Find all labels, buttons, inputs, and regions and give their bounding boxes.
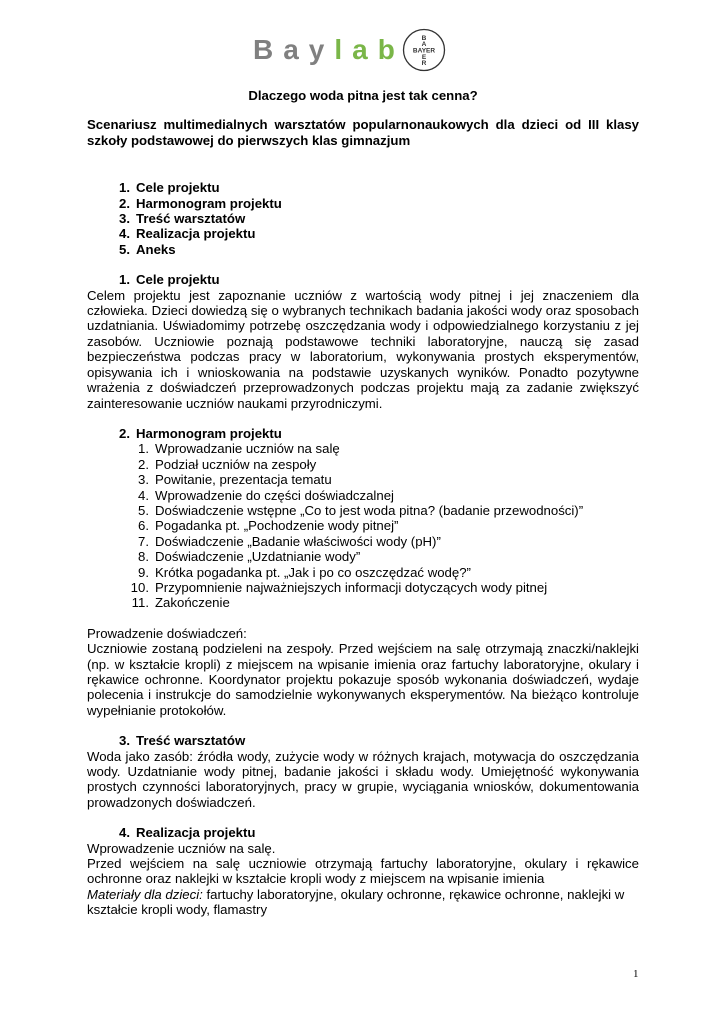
toc-item: 2. Harmonogram projektu: [119, 195, 282, 211]
section-2-heading: 2. Harmonogram projektu: [119, 425, 282, 441]
list-item: 4. Wprowadzenie do części doświadczalnej: [138, 487, 394, 503]
svg-text:B: B: [421, 35, 427, 42]
section-4-intro: Wprowadzenie uczniów na salę.: [87, 840, 276, 856]
list-item: 8. Doświadczenie „Uzdatnianie wody”: [138, 549, 361, 565]
document-title: Dlaczego woda pitna jest tak cenna?: [248, 88, 478, 103]
baylab-logo-text: [253, 32, 405, 68]
section-3-body: Woda jako zasób: źródła wody, zużycie wody w różnych krajach, motywacja do oszczędzania wody. Uzdatnianie wody pitnej, badanie jakości i składu wody. Umiejętność wykonywania prostych czynności laboratoryjnych, pracy w grupie, wyciągania wniosków, dokumentowania prowadzonych doświadczeń.: [87, 748, 639, 810]
section-1-body: Celem projektu jest zapoznanie uczniów z wartością wody pitnej i jej znaczeniem dla człowieka. Dzieci dowiedzą się o wybranych technikach badania jakości wody oraz sposobach uzdatniania. Uświadomimy potrzebę oszczędzania wody i odpowiedzialnego korzystaniu z jej zasobów. Uczniowie poznają podstawowe techniki laboratoryjne, nauczą się zasad bezpieczeństwa podczas pracy w laboratorium, wykonywania prostych eksperymentów, opisywania ich i wnioskowania na podstawie uzyskanych wyników. Ponadto pozytywne wrażenia z doświadczeń przeprowadzonych podczas projektu mają za zadanie zwiększyć zainteresowanie uczniów naukami przyrodniczymi.: [87, 287, 639, 411]
svg-text:A: A: [421, 41, 427, 48]
section-1-heading: 1. Cele projektu: [119, 272, 220, 288]
svg-text:R: R: [421, 60, 427, 67]
logo-prefix: Bay: [253, 34, 335, 65]
toc-item: 3. Treść warsztatów: [119, 211, 246, 227]
logo-suffix: lab: [334, 34, 405, 65]
list-item: 5. Doświadczenie wstępne „Co to jest woda pitna? (badanie przewodności)”: [138, 502, 584, 518]
schedule-list: [87, 441, 639, 610]
section-3-heading: 3. Treść warsztatów: [119, 733, 246, 749]
list-item: 11. Zakończenie: [131, 595, 230, 611]
section-4-heading: 4. Realizacja projektu: [119, 825, 256, 841]
materials-label: Materiały dla dzieci:: [87, 886, 203, 902]
list-item: 6. Pogadanka pt. „Pochodzenie wody pitnej”: [138, 518, 399, 534]
toc-item: 5. Aneks: [119, 241, 176, 257]
header-logo: [0, 28, 725, 76]
list-item: 2. Podział uczniów na zespoły: [138, 456, 317, 472]
conduct-body: Uczniowie zostaną podzieleni na zespoły. Przed wejściem na salę otrzymają znaczki/naklejki (np. w kształcie kropli) z miejscem na wpisanie imienia oraz fartuchy laboratoryjne, okulary i rękawice ochronne. Koordynator projektu pokazuje sposób wykonania doświadczeń, wydaje polecenia i instrukcje do samodzielnie wykonywanych eksperymentów. Na bieżąco kontroluje wypełnianie protokołów.: [87, 641, 639, 718]
conduct-heading: Prowadzenie doświadczeń:: [87, 625, 247, 641]
section-4-body: Przed wejściem na salę uczniowie otrzymają fartuchy laboratoryjne, okulary i rękawice ochronne oraz naklejki w kształcie kropli wody z miejscem na wpisanie imienia: [87, 856, 639, 887]
list-item: 10. Przypomnienie najważniejszych informacji dotyczących wody pitnej: [130, 579, 548, 595]
svg-text:E: E: [421, 54, 427, 61]
bayer-cross-icon: [402, 28, 446, 72]
table-of-contents: [87, 180, 639, 257]
svg-text:BAYER: BAYER: [412, 47, 436, 55]
toc-item: 1. Cele projektu: [119, 180, 220, 196]
list-item: 3. Powitanie, prezentacja tematu: [138, 472, 332, 488]
materials-paragraph: [87, 887, 639, 918]
document-body: [87, 88, 639, 918]
list-item: 9. Krótka pogadanka pt. „Jak i po co oszczędzać wodę?”: [138, 564, 471, 580]
materials-text: fartuchy laboratoryjne, okulary ochronne, rękawice ochronne, naklejki w kształcie kropli wody, flamastry: [87, 886, 625, 918]
document-subtitle: Scenariusz multimedialnych warsztatów popularnonaukowych dla dzieci od III klasy szkoły podstawowej do pierwszych klas gimnazjum: [87, 117, 639, 148]
page-number: 1: [633, 968, 639, 980]
toc-item: 4. Realizacja projektu: [119, 226, 256, 242]
list-item: 7. Doświadczenie „Badanie właściwości wody (pH)”: [138, 533, 441, 549]
list-item: 1. Wprowadzanie uczniów na salę: [138, 441, 340, 457]
